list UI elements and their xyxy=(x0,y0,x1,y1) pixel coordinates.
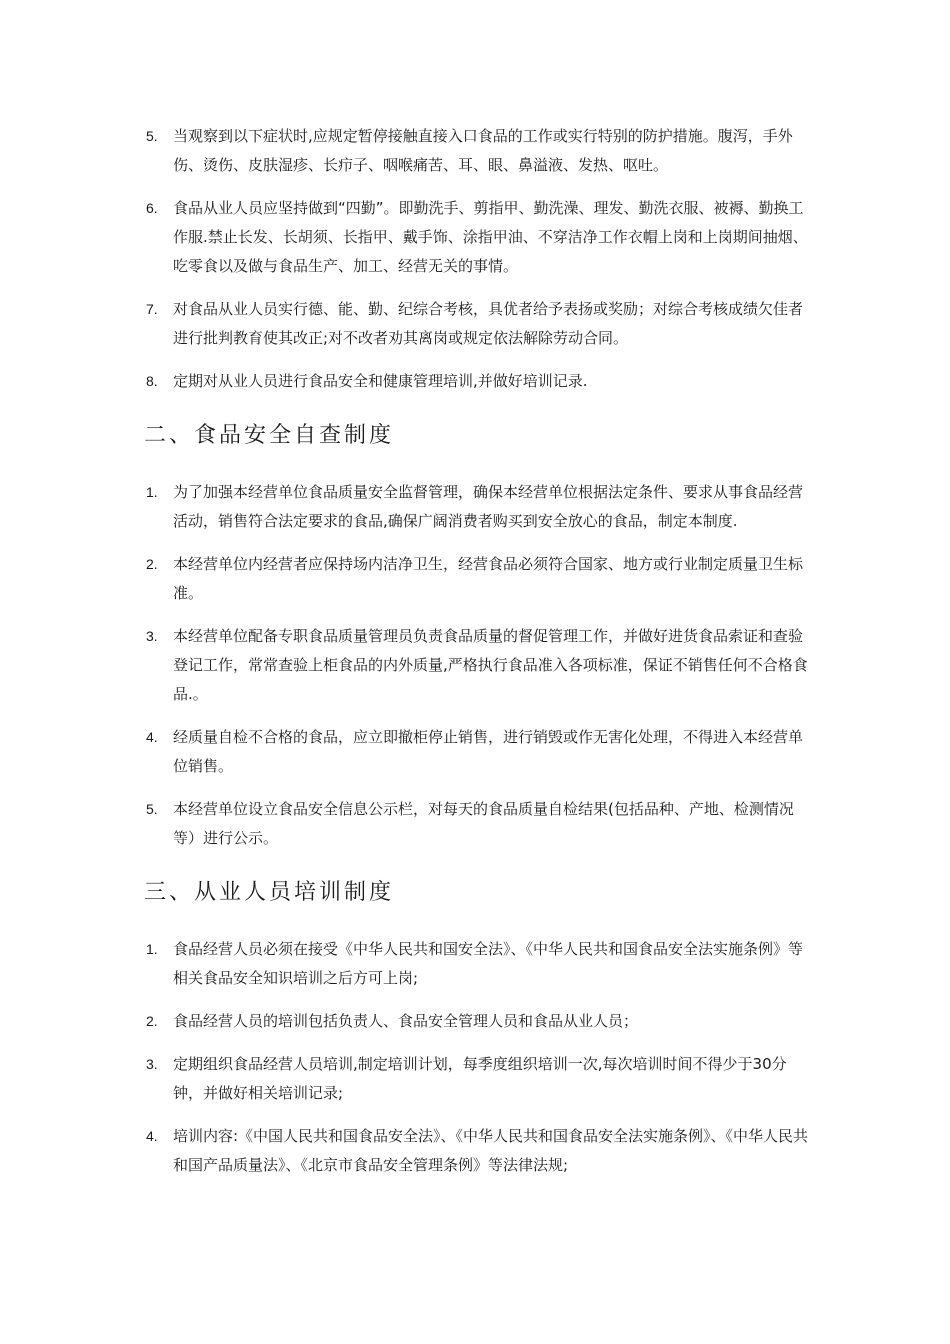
section3-heading: 三、从业人员培训制度 xyxy=(144,880,395,905)
list-text: 食品从业人员应坚持做到“四勤”。即勤洗手、剪指甲、勤洗澡、理发、勤洗衣服、被褥、勤换工作服.禁止长发、长胡须、长指甲、戴手饰、涂指甲油、不穿洁净工作衣帽上岗和上岗期间抽烟、吃零食以及做与食品生产、加工、经营无关的事情。 xyxy=(173,199,808,275)
list-item xyxy=(146,622,816,709)
list-number: 8. xyxy=(146,373,158,389)
list-item xyxy=(146,550,816,608)
list-number: 2. xyxy=(146,1013,158,1029)
list-number: 1. xyxy=(146,484,158,500)
list-text: 培训内容:《中国人民共和国食品安全法》、《中华人民共和国食品安全法实施条例》、《中华人民共和国产品质量法》、《北京市食品安全管理条例》等法律法规; xyxy=(173,1127,809,1174)
list-text: 经质量自检不合格的食品，应立即撤柜停止销售，进行销毁或作无害化处理，不得进入本经营单位销售。 xyxy=(173,728,804,775)
list-item xyxy=(146,1050,816,1108)
list-text: 本经营单位配备专职食品质量管理员负责食品质量的督促管理工作，并做好进货食品索证和查验登记工作，常常查验上柜食品的内外质量,严格执行食品准入各项标准，保证不销售任何不合格食品.。 xyxy=(173,627,808,703)
list-text: 定期组织食品经营人员培训,制定培训计划，每季度组织培训一次,每次培训时间不得少于30分钟，并做好相关培训记录; xyxy=(173,1055,787,1102)
section2-list xyxy=(146,478,816,853)
list-item xyxy=(146,122,816,180)
list-item xyxy=(146,935,816,993)
list-number: 1. xyxy=(146,941,158,957)
list-text: 本经营单位设立食品安全信息公示栏，对每天的食品质量自检结果(包括品种、产地、检测情况等）进行公示。 xyxy=(173,800,794,847)
list-item xyxy=(146,367,816,396)
list-text: 定期对从业人员进行食品安全和健康管理培训,并做好培训记录. xyxy=(173,372,588,390)
list-number: 3. xyxy=(146,1056,158,1072)
list-number: 3. xyxy=(146,628,158,644)
list-text: 食品经营人员的培训包括负责人、食品安全管理人员和食品从业人员； xyxy=(173,1012,639,1030)
list-number: 4. xyxy=(146,729,158,745)
section3-list xyxy=(146,935,816,1180)
document-body xyxy=(146,122,816,1194)
list-item xyxy=(146,194,816,281)
list-text: 食品经营人员必须在接受《中华人民共和国安全法》、《中华人民共和国食品安全法实施条例》等相关食品安全知识培训之后方可上岗; xyxy=(173,940,804,987)
list-text: 对食品从业人员实行德、能、勤、纪综合考核，具优者给予表扬或奖励；对综合考核成绩欠佳者进行批判教育使其改正;对不改者劝其离岗或规定依法解除劳动合同。 xyxy=(173,300,804,347)
section1-list xyxy=(146,122,816,396)
list-item xyxy=(146,478,816,536)
list-number: 2. xyxy=(146,556,158,572)
list-number: 4. xyxy=(146,1128,158,1144)
list-item xyxy=(146,795,816,853)
list-number: 6. xyxy=(146,200,158,216)
list-number: 7. xyxy=(146,301,158,317)
list-number: 5. xyxy=(146,801,158,817)
list-item xyxy=(146,1122,816,1180)
list-text: 本经营单位内经营者应保持场内洁净卫生，经营食品必须符合国家、地方或行业制定质量卫生标准。 xyxy=(173,555,804,602)
list-text: 为了加强本经营单位食品质量安全监督管理，确保本经营单位根据法定条件、要求从事食品经营活动，销售符合法定要求的食品,确保广阔消费者购买到安全放心的食品，制定本制度. xyxy=(173,483,804,530)
list-item xyxy=(146,1007,816,1036)
section2-heading: 二、食品安全自查制度 xyxy=(144,423,395,448)
list-text: 当观察到以下症状时,应规定暂停接触直接入口食品的工作或实行特别的防护措施。腹泻，手外伤、烫伤、皮肤湿疹、长疖子、咽喉痛苦、耳、眼、鼻溢液、发热、呕吐。 xyxy=(173,127,793,174)
list-item xyxy=(146,723,816,781)
list-number: 5. xyxy=(146,128,158,144)
list-item xyxy=(146,295,816,353)
